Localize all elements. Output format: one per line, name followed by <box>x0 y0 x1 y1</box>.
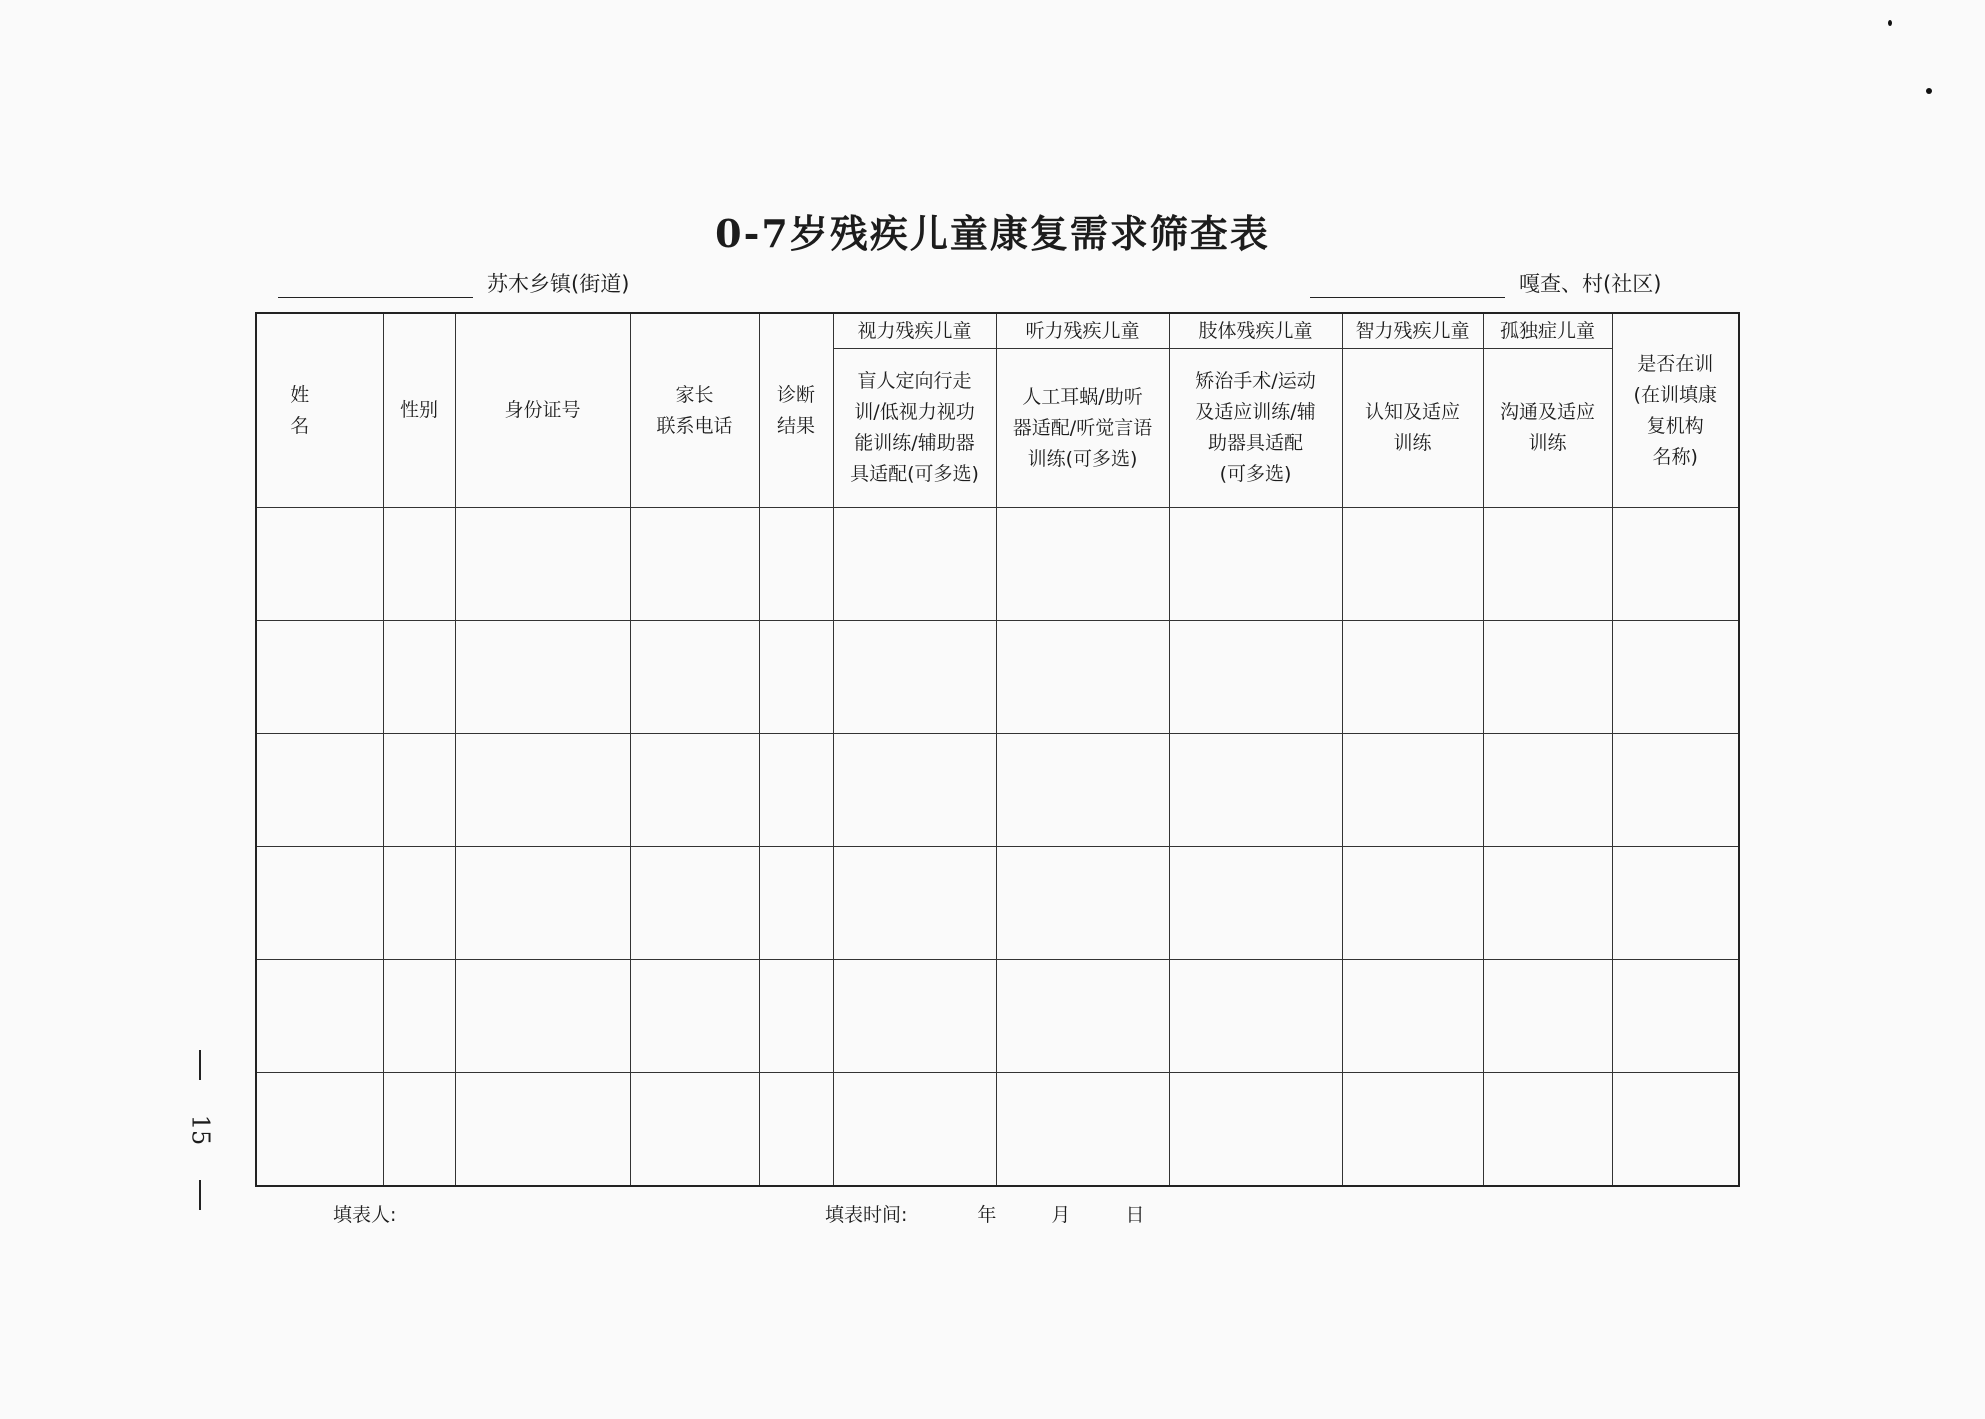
table-cell <box>1342 847 1483 960</box>
table-cell <box>1342 508 1483 621</box>
month-label: 月 <box>1051 1204 1071 1226</box>
table-cell <box>996 734 1169 847</box>
table-cell <box>256 960 383 1073</box>
table-row <box>256 960 1739 1073</box>
table-cell <box>1169 960 1342 1073</box>
table-cell <box>1612 960 1739 1073</box>
table-cell <box>1612 847 1739 960</box>
col-diagnosis-header: 诊断 结果 <box>759 313 833 508</box>
physical-services-header: 矫治手术/运动 及适应训练/辅 助器具适配 (可多选) <box>1169 349 1342 508</box>
table-cell <box>1483 734 1612 847</box>
table-cell <box>1483 508 1612 621</box>
group-autism-header: 孤独症儿童 <box>1483 313 1612 349</box>
scan-speck <box>1888 20 1892 26</box>
group-hearing-header: 听力残疾儿童 <box>996 313 1169 349</box>
table-row <box>256 734 1739 847</box>
visual-services-header: 盲人定向行走 训/低视力视功 能训练/辅助器 具适配(可多选) <box>833 349 996 508</box>
table-body <box>256 508 1739 1187</box>
table-cell <box>833 960 996 1073</box>
table-cell <box>455 1073 630 1187</box>
table-cell <box>455 734 630 847</box>
table-cell <box>1169 1073 1342 1187</box>
table-cell <box>759 960 833 1073</box>
table-cell <box>455 621 630 734</box>
township-label: 苏木乡镇(街道) <box>487 272 630 296</box>
table-cell <box>256 621 383 734</box>
table-cell <box>1169 847 1342 960</box>
group-visual-header: 视力残疾儿童 <box>833 313 996 349</box>
table-cell <box>383 508 455 621</box>
page-number-text: 15 <box>185 1114 214 1146</box>
col-gender-header: 性别 <box>383 313 455 508</box>
filler-label: 填表人: <box>333 1204 397 1226</box>
table-cell <box>1169 508 1342 621</box>
table-row <box>256 1073 1739 1187</box>
year-label: 年 <box>977 1204 997 1226</box>
table-cell <box>1342 734 1483 847</box>
table-cell <box>1612 1073 1739 1187</box>
village-line <box>1310 268 1661 298</box>
table-cell <box>383 734 455 847</box>
table-cell <box>833 621 996 734</box>
page-number <box>170 1050 230 1210</box>
township-blank <box>278 275 473 298</box>
table-cell <box>630 1073 759 1187</box>
table-cell <box>383 960 455 1073</box>
header-row-groups <box>256 313 1739 349</box>
table-cell <box>455 508 630 621</box>
page-number-dash-top <box>199 1050 201 1080</box>
table-cell <box>1169 621 1342 734</box>
table-cell <box>1483 621 1612 734</box>
township-line <box>278 268 629 298</box>
group-intellectual-header: 智力残疾儿童 <box>1342 313 1483 349</box>
col-in-training-header: 是否在训 (在训填康 复机构 名称) <box>1612 313 1739 508</box>
table-cell <box>759 1073 833 1187</box>
table-cell <box>996 1073 1169 1187</box>
table-cell <box>996 621 1169 734</box>
table-cell <box>1483 1073 1612 1187</box>
screening-table <box>255 312 1740 1187</box>
village-blank <box>1310 275 1505 298</box>
table-row <box>256 508 1739 621</box>
table-cell <box>759 847 833 960</box>
table-row <box>256 847 1739 960</box>
table-cell <box>833 847 996 960</box>
col-parent-phone-header: 家长 联系电话 <box>630 313 759 508</box>
table-cell <box>1483 960 1612 1073</box>
table-cell <box>996 508 1169 621</box>
table-cell <box>630 847 759 960</box>
col-id-number-header: 身份证号 <box>455 313 630 508</box>
fill-date <box>825 1200 1144 1227</box>
table-cell <box>1169 734 1342 847</box>
table-cell <box>1612 508 1739 621</box>
table-cell <box>759 621 833 734</box>
day-label: 日 <box>1125 1204 1145 1226</box>
table-cell <box>256 734 383 847</box>
table-cell <box>1342 1073 1483 1187</box>
table-cell <box>996 847 1169 960</box>
col-name-header: 姓名 <box>256 313 383 508</box>
fill-date-label: 填表时间: <box>825 1204 908 1226</box>
table-row <box>256 621 1739 734</box>
table-cell <box>833 734 996 847</box>
village-label: 嘎查、村(社区) <box>1519 272 1662 296</box>
table-cell <box>383 847 455 960</box>
table-cell <box>630 960 759 1073</box>
table-cell <box>1612 621 1739 734</box>
page-title: 0-7岁残疾儿童康复需求筛查表 <box>715 211 1270 256</box>
autism-services-header: 沟通及适应 训练 <box>1483 349 1612 508</box>
intellectual-services-header: 认知及适应 训练 <box>1342 349 1483 508</box>
table-cell <box>630 734 759 847</box>
group-physical-header: 肢体残疾儿童 <box>1169 313 1342 349</box>
table-cell <box>833 508 996 621</box>
table-cell <box>383 621 455 734</box>
table-cell <box>630 621 759 734</box>
table-cell <box>1483 847 1612 960</box>
table-cell <box>833 1073 996 1187</box>
scan-speck <box>1926 88 1932 94</box>
table-cell <box>455 847 630 960</box>
table-cell <box>996 960 1169 1073</box>
table-cell <box>256 508 383 621</box>
table-cell <box>1612 734 1739 847</box>
table-cell <box>256 1073 383 1187</box>
page-number-dash-bottom <box>199 1180 201 1210</box>
table-cell <box>630 508 759 621</box>
table-cell <box>455 960 630 1073</box>
table-cell <box>383 1073 455 1187</box>
table-cell <box>759 508 833 621</box>
hearing-services-header: 人工耳蜗/助听 器适配/听觉言语 训练(可多选) <box>996 349 1169 508</box>
table-cell <box>256 847 383 960</box>
table-cell <box>759 734 833 847</box>
table-cell <box>1342 621 1483 734</box>
table-cell <box>1342 960 1483 1073</box>
